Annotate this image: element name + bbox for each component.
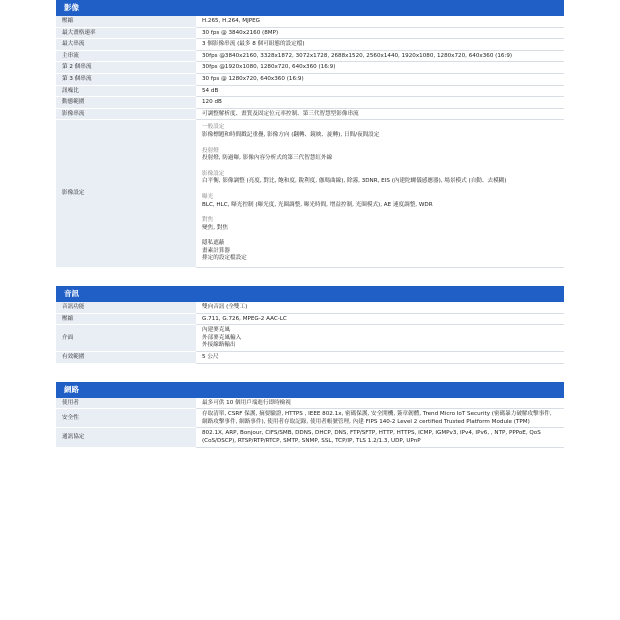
row-label: 使用者 — [56, 398, 196, 409]
audio-spec-table — [56, 302, 564, 364]
table-row-interface — [56, 325, 564, 352]
table-row — [56, 108, 564, 120]
network-spec-table — [56, 398, 564, 448]
row-label: 安全性 — [56, 409, 196, 428]
table-row — [56, 398, 564, 409]
settings-group-exposure — [202, 194, 558, 209]
group-title: 曝光 — [202, 193, 214, 200]
spec-sheet — [56, 0, 564, 448]
table-row — [56, 97, 564, 109]
row-label: 影像設定 — [56, 120, 196, 268]
settings-group-misc — [202, 240, 558, 263]
table-row — [56, 50, 564, 62]
settings-group-general — [202, 124, 558, 139]
row-value: 30fps @3840x2160, 3328x1872, 3072x1728, 2688x1520, 2560x1440, 1920x1080, 1280x720, 640x360 (16:9) — [196, 50, 564, 62]
row-label: 最大串流 — [56, 39, 196, 51]
settings-group-focus — [202, 217, 558, 232]
group-title: 對焦 — [202, 217, 214, 224]
row-value: 5 公尺 — [196, 352, 564, 364]
row-label: 最大畫格速率 — [56, 27, 196, 39]
section-spacer — [56, 364, 564, 382]
row-label: 第 2 個串流 — [56, 62, 196, 74]
row-value: H.265, H.264, MJPEG — [196, 16, 564, 27]
group-text: 變焦, 對焦 — [202, 224, 228, 231]
row-label: 影像串流 — [56, 108, 196, 120]
row-value: 3 個影像串流 (最多 8 個可組態的設定檔) — [196, 39, 564, 51]
row-label: 壓縮 — [56, 313, 196, 325]
row-label: 壓縮 — [56, 16, 196, 27]
group-text: BLC, HLC, 曝光控制 (曝光度, 光圈調整, 曝光時間, 增益控制, 光圈模式), AE 速度調整, WDR — [202, 201, 433, 208]
table-row — [56, 409, 564, 428]
table-row — [56, 85, 564, 97]
section-spacer — [56, 268, 564, 286]
interface-item: 內建麥克風 — [202, 327, 230, 334]
table-row-image-settings — [56, 120, 564, 268]
group-text: 隱私遮蔽 — [202, 240, 225, 247]
group-text: 影像標題和時間戳記重疊, 影像方向 (翻轉、鏡映、旋轉), 日間/夜間設定 — [202, 131, 380, 138]
settings-group-floodlight — [202, 148, 558, 163]
row-value: G.711, G.726, MPEG-2 AAC-LC — [196, 313, 564, 325]
row-value: 30 fps @ 3840x2160 (8MP) — [196, 27, 564, 39]
table-row — [56, 352, 564, 364]
table-row — [56, 39, 564, 51]
row-value — [196, 120, 564, 268]
row-value — [196, 325, 564, 352]
row-value: 54 dB — [196, 85, 564, 97]
table-row — [56, 302, 564, 313]
table-row — [56, 27, 564, 39]
table-row — [56, 16, 564, 27]
video-spec-table — [56, 16, 564, 268]
row-label: 第 3 個串流 — [56, 73, 196, 85]
interface-item: 外接線路輸出 — [202, 342, 236, 349]
row-label: 有效範圍 — [56, 352, 196, 364]
row-value: 30fps @1920x1080, 1280x720, 640x360 (16:9) — [196, 62, 564, 74]
row-value: 雙向音訊 (全雙工) — [196, 302, 564, 313]
row-label: 通訊協定 — [56, 428, 196, 447]
table-row — [56, 428, 564, 447]
row-value: 可調整解析度、畫質及固定位元率控制、第三代智慧型影像串流 — [196, 108, 564, 120]
row-value: 最多可供 10 個用戶端進行即時檢視 — [196, 398, 564, 409]
row-value: 30 fps @ 1280x720, 640x360 (16:9) — [196, 73, 564, 85]
section-header-network: 網路 — [56, 382, 564, 398]
group-text: 投射燈, 防過曝, 影像內容分析式的第三代智慧紅外線 — [202, 155, 333, 162]
table-row — [56, 313, 564, 325]
section-header-video: 影像 — [56, 0, 564, 16]
settings-group-image — [202, 171, 558, 186]
row-value: 存取清單, CSRF 保護, 摘要驗證, HTTPS , IEEE 802.1x, 密碼保護, 安全開機, 簽章韌體, Trend Micro IoT Security (密碼暴力破解攻擊事件, 網路攻擊事件, 網路事件), 使用者存取記錄, 使用者帳號管理, 內建 FIPS 140-2 Level 2 certified Trusted Platform Module (TPM) — [196, 409, 564, 428]
table-row — [56, 73, 564, 85]
table-row — [56, 62, 564, 74]
group-text: 白平衡, 影像調整 (亮度, 對比, 飽和度, 銳利度, 伽瑪曲線), 除霧, 3DNR, EIS (內建陀螺儀感應器), 場景模式 (自動、去模糊) — [202, 178, 507, 185]
row-label: 動態範圍 — [56, 97, 196, 109]
row-label: 主串流 — [56, 50, 196, 62]
section-header-audio: 音訊 — [56, 286, 564, 302]
group-title: 投射燈 — [202, 147, 219, 154]
group-text: 排定的設定檔設定 — [202, 255, 247, 262]
row-label: 訊噪比 — [56, 85, 196, 97]
row-value: 120 dB — [196, 97, 564, 109]
row-label: 介面 — [56, 325, 196, 352]
group-title: 一般設定 — [202, 124, 225, 131]
interface-item: 外部麥克風輸入 — [202, 334, 242, 341]
group-title: 影像設定 — [202, 170, 225, 177]
group-text: 畫素計算器 — [202, 247, 230, 254]
row-label: 音訊功能 — [56, 302, 196, 313]
row-value: 802.1X, ARP, Bonjour, CIFS/SMB, DDNS, DHCP, DNS, FTP/SFTP, HTTP, HTTPS, ICMP, IGMPv3, IPv4, IPv6, , NTP, PPPoE, QoS (CoS/DSCP), RTSP/RTP/RTCP, SMTP, SNMP, SSL, TCP/IP, TLS 1.2/1.3, UDP, UPnP — [196, 428, 564, 447]
